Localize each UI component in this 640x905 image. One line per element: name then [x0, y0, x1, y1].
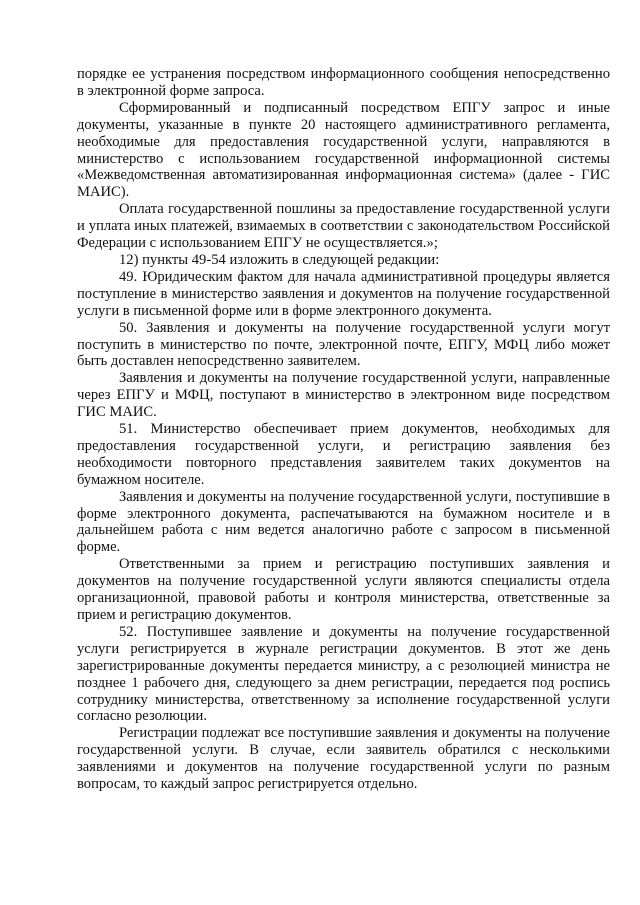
paragraph-9: Заявления и документы на получение государственной услуги, поступившие в форме электронного документа, распечатываются на бумажном носителе и в дальнейшем работа с ним ведется аналогично работе с запросом в письменной форме.	[77, 488, 610, 556]
paragraph-1: порядке ее устранения посредством информационного сообщения непосредственно в электронной форме запроса.	[77, 66, 610, 99]
paragraph-7: Заявления и документы на получение государственной услуги, направленные через ЕПГУ и МФЦ, поступают в министерство в электронном виде посредством ГИС МАИС.	[77, 370, 610, 421]
paragraph-10: Ответственными за прием и регистрацию поступивших заявления и документов на получение государственной услуги являются специалисты отдела организационной, правовой работы и контроля министерства, ответственные за прием и регистрацию документов.	[77, 556, 610, 623]
paragraph-11: 52. Поступившее заявление и документы на получение государственной услуги регистрируется в журнале регистрации документов. В этот же день зарегистрированные документы передается министру, а с резолюцией министра не позднее 1 рабочего дня, следующего за днем регистрации, передается под роспись сотруднику министерства, ответственному за исполнение государственной услуги согласно резолюции.	[77, 623, 610, 725]
paragraph-12: Регистрации подлежат все поступившие заявления и документы на получение государственной услуги. В случае, если заявитель обратился с несколькими заявлениями и документов на получение государственной услуги по разным вопросам, то каждый запрос регистрируется отдельно.	[77, 725, 610, 793]
paragraph-3: Оплата государственной пошлины за предоставление государственной услуги и уплата иных платежей, взимаемых в соответствии с законодательством Российской Федерации с использованием ЕПГУ не осуществляется.»;	[77, 201, 610, 252]
paragraph-2: Сформированный и подписанный посредством ЕПГУ запрос и иные документы, указанные в пункте 20 настоящего административного регламента, необходимые для предоставления государственной услуги, направляются в министерство с использованием государственной информационной системы «Межведомственная автоматизированная информационная система» (далее - ГИС МАИС).	[77, 99, 610, 201]
paragraph-6: 50. Заявления и документы на получение государственной услуги могут поступить в министерство по почте, электронной почте, ЕПГУ, МФЦ либо может быть доставлен непосредственно заявителем.	[77, 319, 610, 370]
paragraph-8: 51. Министерство обеспечивает прием документов, необходимых для предоставления государственной услуги, и регистрацию заявления без необходимости повторного представления заявителем таких документов на бумажном носителе.	[77, 421, 610, 488]
paragraph-5: 49. Юридическим фактом для начала административной процедуры является поступление в министерство заявления и документов на получение государственной услуги в письменной форме или в форме электронного документа.	[77, 268, 610, 319]
document-page	[77, 66, 610, 793]
paragraph-4: 12) пункты 49-54 изложить в следующей редакции:	[119, 251, 440, 268]
